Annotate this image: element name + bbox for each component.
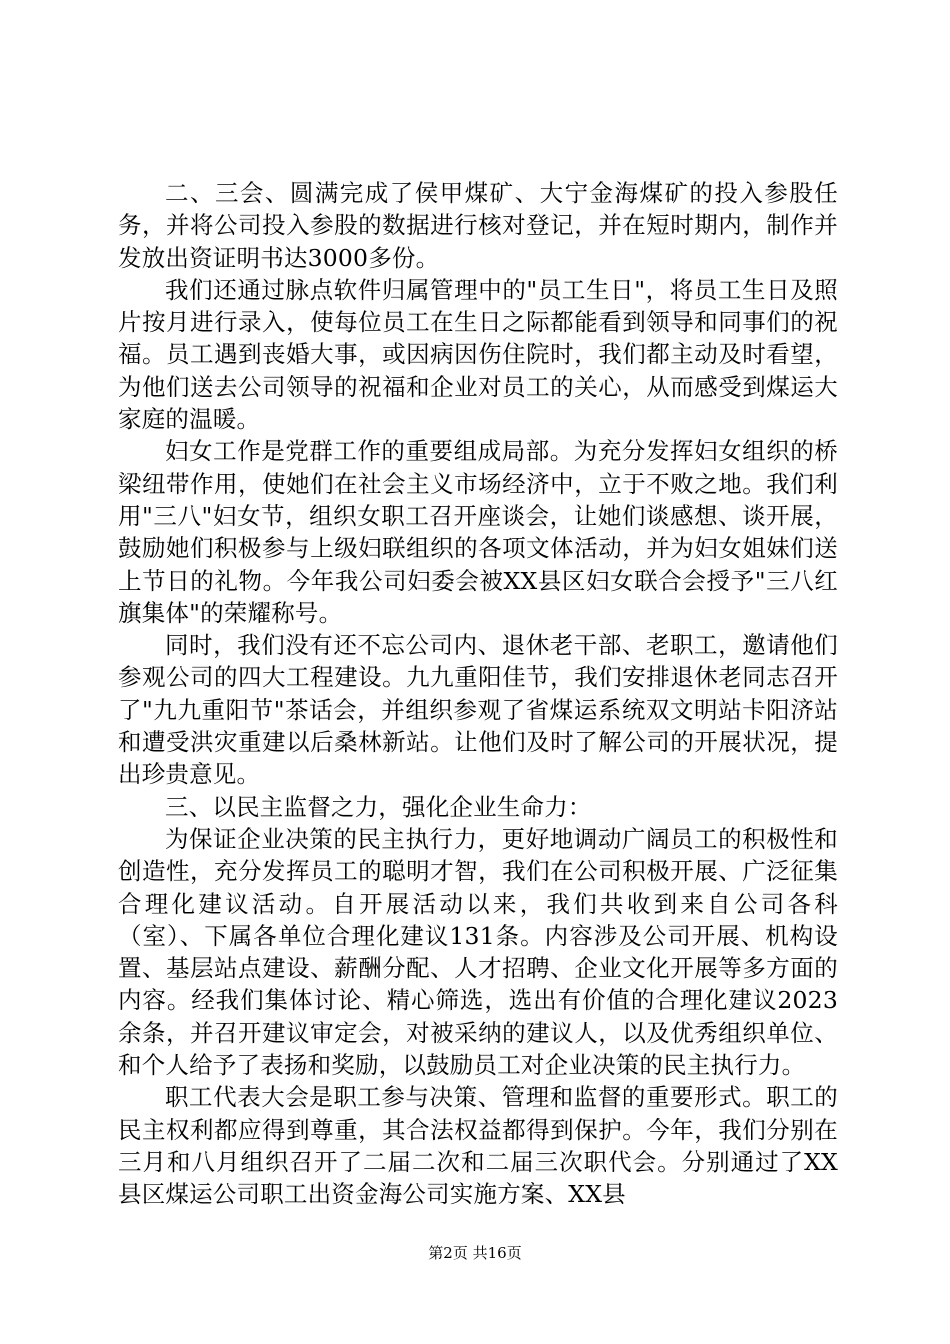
paragraph-2: 我们还通过脉点软件归属管理中的"员工生日"，将员工生日及照片按月进行录入，使每位员工在生日之际都能看到领导和同事们的祝福。员工遇到丧婚大事，或因病因伤住院时，我们都主动及时看望，为他们送去公司领导的祝福和企业对员工的关心，从而感受到煤运大家庭的温暖。	[118, 275, 838, 434]
paragraph-7: 职工代表大会是职工参与决策、管理和监督的重要形式。职工的民主权利都应得到尊重，其合法权益都得到保护。今年，我们分别在三月和八月组织召开了二届二次和二届三次职代会。分别通过了XX县区煤运公司职工出资金海公司实施方案、XX县	[118, 1083, 838, 1209]
section-heading: 三、以民主监督之力，强化企业生命力：	[165, 792, 592, 821]
paragraph-3: 妇女工作是党群工作的重要组成局部。为充分发挥妇女组织的桥梁纽带作用，使她们在社会主义市场经济中，立于不败之地。我们利用"三八"妇女节，组织女职工召开座谈会，让她们谈感想、谈开展，鼓励她们积极参与上级妇联组织的各项文体活动，并为妇女姐妹们送上节日的礼物。今年我公司妇委会被XX县区妇女联合会授予"三八红旗集体"的荣耀称号。	[118, 437, 838, 627]
page-number-footer: 第2页 共16页	[428, 1244, 522, 1262]
paragraph-6: 为保证企业决策的民主执行力，更好地调动广阔员工的积极性和创造性，充分发挥员工的聪明才智，我们在公司积极开展、广泛征集合理化建议活动。自开展活动以来，我们共收到来自公司各科（室）、下属各单位合理化建议131条。内容涉及公司开展、机构设置、基层站点建设、薪酬分配、人才招聘、企业文化开展等多方面的内容。经我们集体讨论、精心筛选，选出有价值的合理化建议2023余条，并召开建议审定会，对被采纳的建议人，以及优秀组织单位、和个人给予了表扬和奖励，以鼓励员工对企业决策的民主执行力。	[118, 824, 838, 1080]
paragraph-4: 同时，我们没有还不忘公司内、退休老干部、老职工，邀请他们参观公司的四大工程建设。九九重阳佳节，我们安排退休老同志召开了"九九重阳节"茶话会，并组织参观了省煤运系统双文明站卡阳济站和遭受洪灾重建以后桑林新站。让他们及时了解公司的开展状况，提出珍贵意见。	[118, 631, 838, 789]
document-body	[118, 177, 838, 1211]
paragraph-1: 二、三会、圆满完成了侯甲煤矿、大宁金海煤矿的投入参股任务，并将公司投入参股的数据进行核对登记，并在短时期内，制作并发放出资证明书达3000多份。	[118, 179, 838, 272]
